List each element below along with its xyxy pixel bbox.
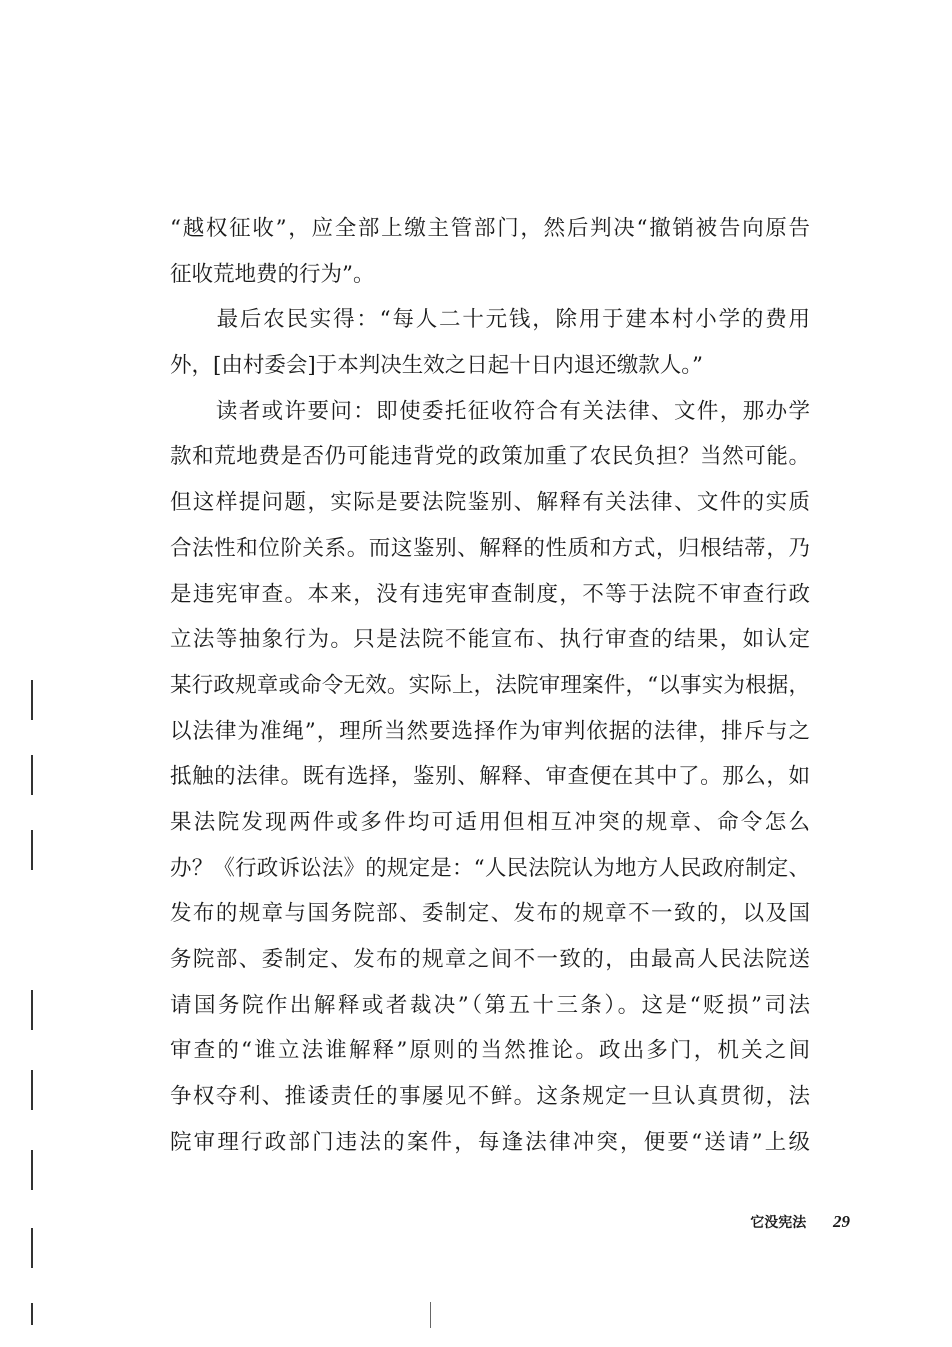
text-line: 但这样提问题，实际是要法院鉴别、解释有关法律、文件的实质 — [170, 490, 810, 516]
text-line: 办？《行政诉讼法》的规定是：“人民法院认为地方人民政府制定、 — [170, 855, 810, 881]
text-line: 院审理行政部门违法的案件，每逢法律冲突，便要“送请”上级 — [170, 1129, 810, 1155]
text-line: 审查的“谁立法谁解释”原则的当然推论。政出多门，机关之间 — [170, 1038, 810, 1064]
text-line: “越权征收”，应全部上缴主管部门，然后判决“撤销被告向原告 — [170, 216, 810, 241]
text-line: 最后农民实得：“每人二十元钱，除用于建本村小学的费用 — [170, 307, 810, 333]
scan-mark — [31, 1228, 33, 1268]
scan-mark — [31, 990, 33, 1030]
text-line: 请国务院作出解释或者裁决”（第五十三条）。这是“贬损”司法 — [170, 992, 810, 1018]
text-line: 外，[由村委会]于本判决生效之日起十日内退还缴款人。” — [170, 353, 704, 379]
scan-mark — [31, 680, 33, 720]
scan-mark — [31, 830, 33, 870]
scan-mark — [31, 1150, 33, 1190]
page-number: 29 — [833, 1212, 850, 1231]
text-line: 征收荒地费的行为”。 — [170, 261, 375, 287]
text-line: 争权夺利、推诿责任的事屡见不鲜。这条规定一旦认真贯彻，法 — [170, 1084, 810, 1110]
text-line: 是违宪审查。本来，没有违宪审查制度，不等于法院不审查行政 — [170, 581, 810, 607]
scan-mark — [31, 755, 33, 795]
text-line: 抵触的法律。既有选择，鉴别、解释、审查便在其中了。那么，如 — [170, 764, 810, 790]
text-line: 款和荒地费是否仍可能违背党的政策加重了农民负担？当然可能。 — [170, 444, 810, 470]
page-footer — [600, 1212, 850, 1232]
text-line: 合法性和位阶关系。而这鉴别、解释的性质和方式，归根结蒂，乃 — [170, 535, 810, 561]
text-line: 以法律为准绳”，理所当然要选择作为审判依据的法律，排斥与之 — [170, 718, 810, 744]
scan-mark — [31, 1303, 33, 1325]
body-text — [170, 206, 810, 1165]
scan-mark — [31, 1070, 33, 1110]
text-line: 读者或许要问：即使委托征收符合有关法律、文件，那办学 — [170, 398, 810, 424]
text-line: 某行政规章或命令无效。实际上，法院审理案件，“以事实为根据， — [170, 672, 810, 698]
scan-mark — [430, 1302, 431, 1328]
text-line: 果法院发现两件或多件均可适用但相互冲突的规章、命令怎么 — [170, 809, 810, 835]
text-line: 立法等抽象行为。只是法院不能宣布、执行审查的结果，如认定 — [170, 627, 810, 653]
text-line: 务院部、委制定、发布的规章之间不一致的，由最高人民法院送 — [170, 947, 810, 972]
text-line: 发布的规章与国务院部、委制定、发布的规章不一致的，以及国 — [170, 901, 810, 927]
running-title: 它没宪法 — [750, 1215, 807, 1231]
